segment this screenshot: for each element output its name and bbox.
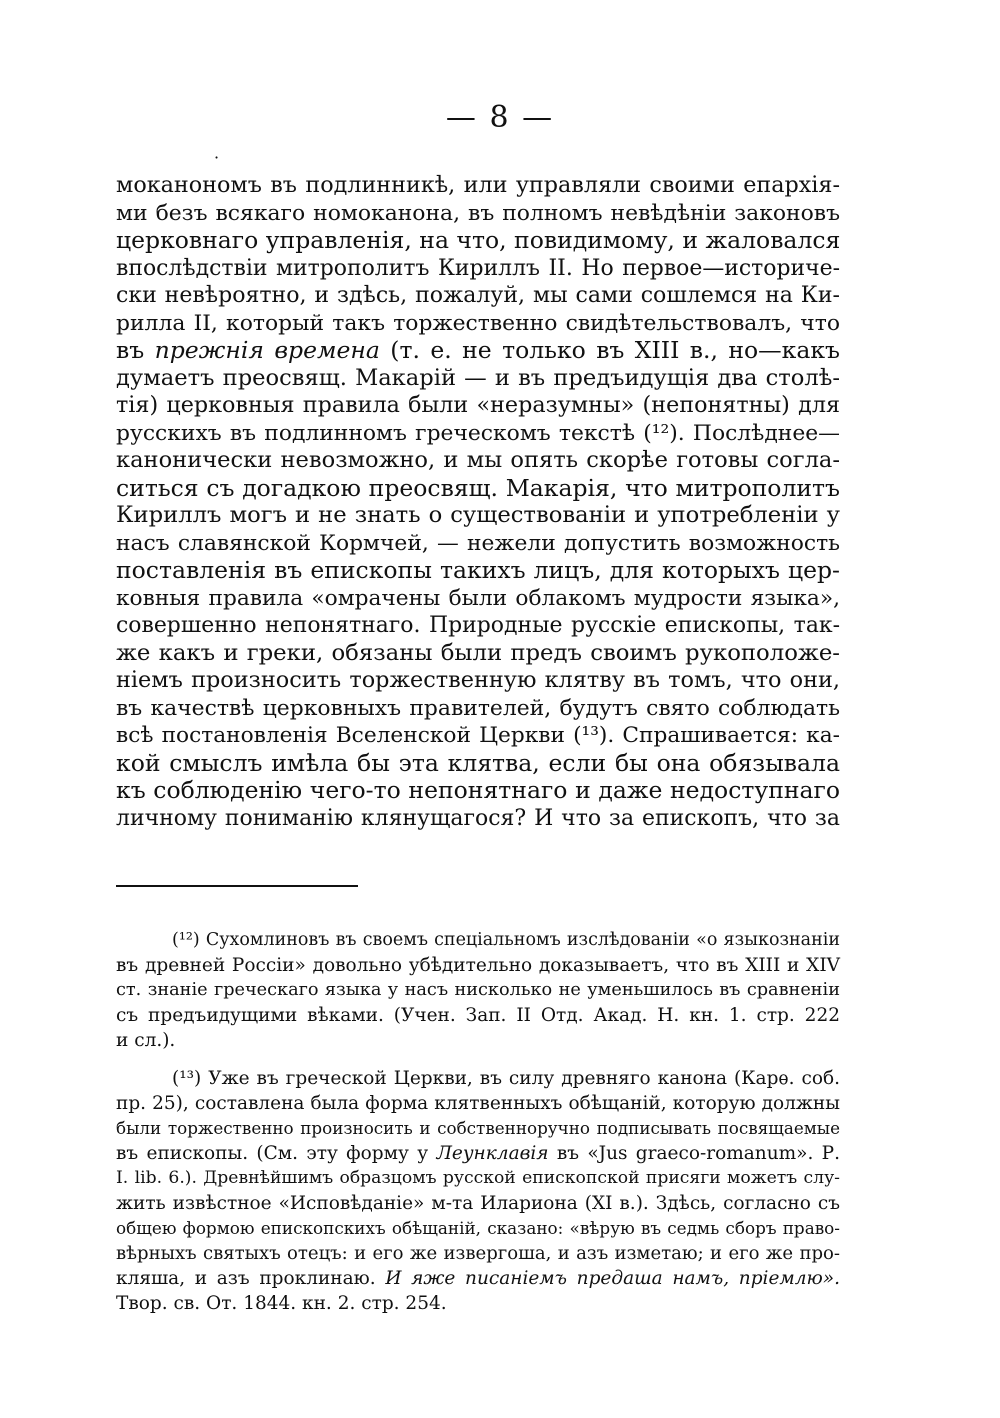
text-line: думаетъ преосвящ. Макарій — и въ предъидущія два столѣ-: [116, 364, 840, 391]
footnote-divider: [116, 885, 358, 887]
text-line: моканономъ въ подлинникѣ, или управляли своими епархія-: [116, 172, 840, 198]
text-line: впослѣдствіи митрополитъ Кириллъ II. Но первое—историче-: [116, 255, 840, 281]
text-line: ми безъ всякаго номоканона, въ полномъ невѣдѣніи законовъ: [116, 200, 840, 226]
text-line: церковнаго управленія, на что, повидимому, и жаловался: [116, 226, 841, 254]
text-line: русскихъ въ подлинномъ греческомъ текстѣ (¹²). Послѣднее—: [116, 420, 840, 446]
text-line: совершенно непонятнаго. Природные русскіе епископы, так-: [116, 613, 840, 638]
text-line: поставленія въ епископы такихъ лицъ, для которыхъ цер-: [116, 556, 840, 584]
text-line: же какъ и греки, обязаны были предъ своимъ рукоположе-: [116, 639, 840, 666]
text-line: въ качествѣ церковныхъ правителей, будутъ свято соблюдать: [116, 695, 840, 721]
footnote-line: пр. 25), составлена была форма клятвенныхъ обѣщаній, которую должны: [116, 1093, 840, 1114]
text-line: канонически невозможно, и мы опять скорѣе готовы согла-: [116, 447, 840, 473]
footnote-line: вѣрныхъ святыхъ отецъ: и его же извергоша, и азъ изметаю; и его же про-: [116, 1243, 840, 1264]
footnote-line: съ предъидущими вѣками. (Учен. Зап. II Отд. Акад. Н. кн. 1. стр. 222: [116, 1005, 840, 1026]
text-line: ски невѣроятно, и здѣсь, пожалуй, мы сами сошлемся на Ки-: [116, 283, 840, 308]
text-line: Кириллъ могъ и не знать о существованіи и употребленіи у: [116, 502, 840, 528]
footnote-line: (¹²) Сухомлиновъ въ своемъ спеціальномъ изслѣдованіи «о языкознаніи: [172, 930, 840, 950]
footnote-line: [116, 1266, 840, 1291]
footnote-line: [116, 1141, 840, 1166]
stray-mark: ·: [214, 148, 220, 167]
text-line: рилла II, который такъ торжественно свидѣтельствовалъ, что: [116, 310, 840, 336]
footnote-line: въ древней Россіи» довольно убѣдительно доказываетъ, что въ XIII и XIV: [116, 955, 840, 976]
footnote-line: ст. знаніе греческаго языка у насъ нисколько не уменьшилось въ сравненіи: [116, 980, 840, 1000]
text-line: насъ славянской Кормчей, — нежели допустить возможность: [116, 530, 840, 556]
footnote-line: Твор. св. От. 1844. кн. 2. стр. 254.: [116, 1293, 447, 1314]
footnote-line: I. lib. 6.). Древнѣйшимъ образцомъ русской епископской присяги можетъ слу-: [116, 1168, 840, 1188]
footnote-line: (¹³) Уже въ греческой Церкви, въ силу древняго канона (Карѳ. соб.: [172, 1068, 840, 1089]
text-line: кой смыслъ имѣла бы эта клятва, если бы она обязывала: [116, 748, 840, 777]
footnote-13: [116, 1066, 840, 1316]
text-line: ситься съ догадкою преосвящ. Макарія, что митрополитъ: [116, 473, 840, 502]
main-text: [116, 172, 840, 832]
footnote-12: [116, 928, 840, 1053]
text-line: личному пониманію клянущагося? И что за епископъ, что за: [116, 805, 840, 831]
text-line: всѣ постановленія Вселенской Церкви (¹³). Спрашивается: ка-: [116, 723, 840, 748]
text-segment: кляша, и азъ проклинаю.: [116, 1268, 386, 1289]
text-segment: (т. е. не только въ XIII в., но—какъ: [379, 336, 840, 364]
italic-name: Леунклавія: [436, 1143, 549, 1164]
italic-phrase: прежнія времена: [154, 336, 380, 364]
footnote-line: и сл.).: [116, 1030, 176, 1051]
text-segment: въ «Jus graeco-romanum». Р.: [548, 1143, 840, 1164]
text-line: ковныя правила «омрачены были облакомъ мудрости языка»,: [116, 585, 840, 611]
text-segment: въ епископы. (См. эту форму у: [116, 1143, 437, 1164]
text-line: къ соблюденію чего-то непонятнаго и даже недоступнаго: [116, 776, 840, 804]
page-number: — 8 —: [445, 100, 555, 135]
footnotes: [116, 928, 840, 1329]
footnote-line: были торжественно произносить и собственноручно подписывать посвящаемые: [116, 1118, 840, 1138]
italic-quote: И яже писаніемъ предаша намъ, пріемлю».: [385, 1268, 841, 1289]
text-line: [116, 337, 840, 365]
footnote-line: жить извѣстное «Исповѣданіе» м-та Илариона (XI в.). Здѣсь, согласно съ: [116, 1193, 840, 1214]
text-line: ніемъ произносить торжественную клятву въ томъ, что они,: [116, 667, 840, 693]
text-segment: въ: [116, 336, 155, 364]
footnote-line: общею формою епископскихъ обѣщаній, сказано: «вѣрую въ седмь сборъ право-: [116, 1218, 840, 1238]
text-line: тія) церковныя правила были «неразумны» (непонятны) для: [116, 392, 840, 418]
